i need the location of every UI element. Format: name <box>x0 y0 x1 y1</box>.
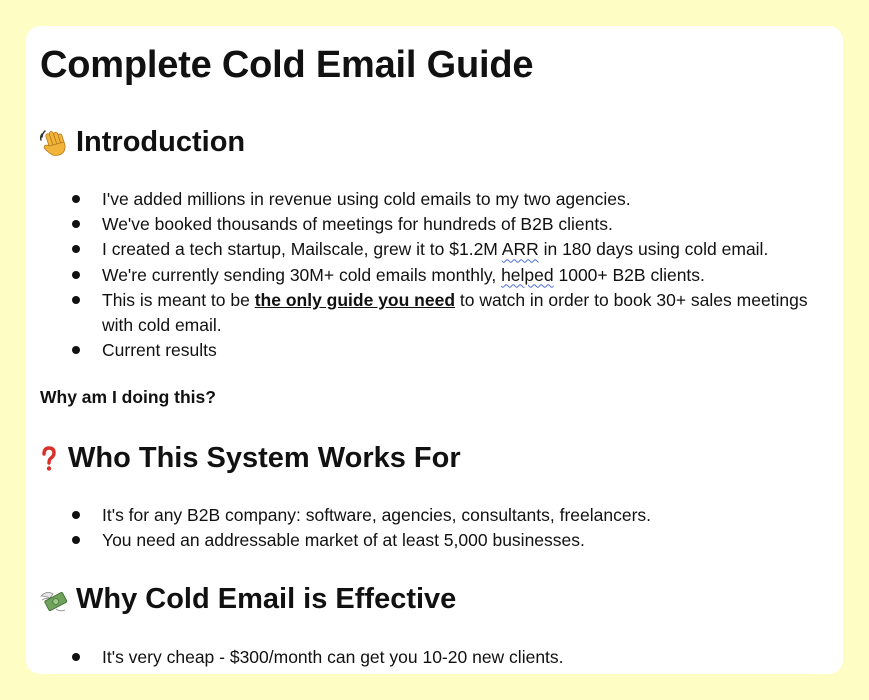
why-list <box>40 645 840 670</box>
list-item: It's for any B2B company: software, agencies, consultants, freelancers. <box>40 503 840 528</box>
document-card <box>26 26 843 674</box>
list-item-text: in 180 days using cold email. <box>538 239 769 260</box>
red-question-mark-icon <box>38 444 60 474</box>
list-item-text: 1000+ B2B clients. <box>553 264 705 285</box>
list-item <box>40 263 840 288</box>
list-item-text: I created a tech startup, Mailscale, grew it to $1.2M <box>102 239 502 260</box>
list-item: It's very cheap - $300/month can get you 10-20 new clients. <box>40 645 840 670</box>
list-item: We've booked thousands of meetings for hundreds of B2B clients. <box>40 212 840 237</box>
list-item <box>40 237 840 262</box>
section-heading-introduction <box>38 126 245 159</box>
list-item-text: We're currently sending 30M+ cold emails monthly, <box>102 264 502 285</box>
section-heading-text: Why Cold Email is Effective <box>76 583 457 615</box>
who-list <box>40 503 840 553</box>
section-heading-text: Introduction <box>76 126 246 158</box>
list-item: I've added millions in revenue using cold emails to my two agencies. <box>40 187 840 212</box>
introduction-list <box>40 187 840 363</box>
guide-link[interactable]: the only guide you need <box>254 289 456 310</box>
waving-hand-icon <box>38 128 68 158</box>
subheading-why-doing-this: Why am I doing this? <box>40 387 216 407</box>
list-item: You need an addressable market of at least 5,000 businesses. <box>40 528 840 553</box>
document-title: Complete Cold Email Guide <box>40 44 534 86</box>
spellcheck-marked-word[interactable]: ARR <box>501 239 539 260</box>
list-item-text: This is meant to be <box>102 289 255 310</box>
money-with-wings-icon <box>38 585 68 615</box>
list-item: Current results <box>40 338 840 363</box>
spellcheck-marked-word[interactable]: helped <box>501 264 554 285</box>
section-heading-why <box>38 583 456 616</box>
list-item-text: to watch in order to book 30+ sales meetings with cold email. <box>102 289 808 336</box>
list-item <box>40 288 840 338</box>
section-heading-who <box>38 442 461 475</box>
section-heading-text: Who This System Works For <box>68 442 461 474</box>
